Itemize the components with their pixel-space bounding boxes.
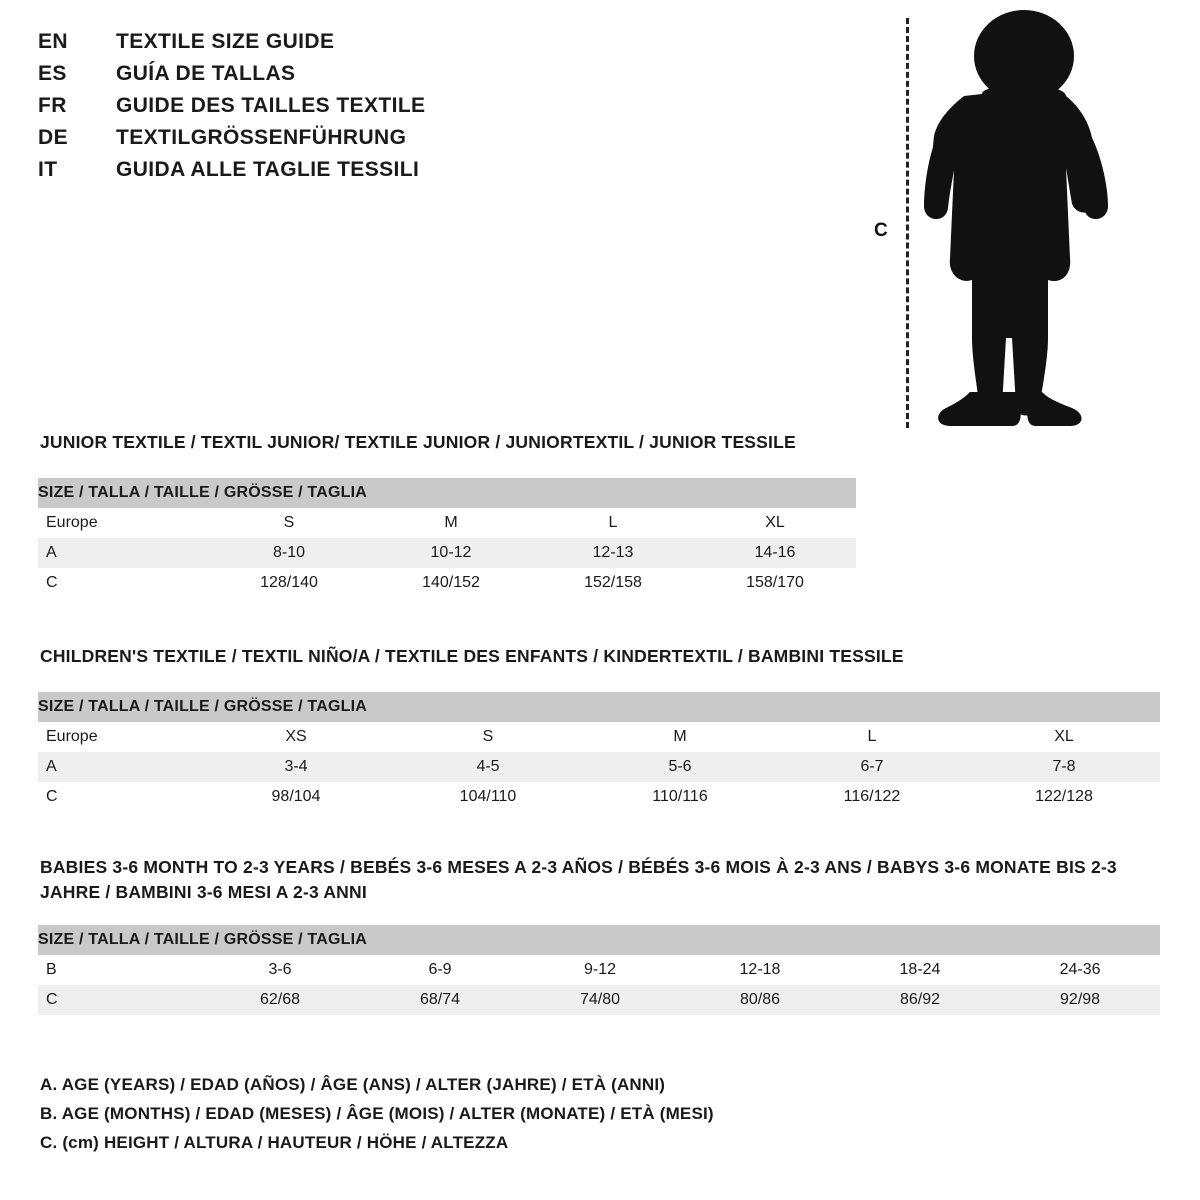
language-row-en: [38, 30, 758, 62]
table-row: [38, 568, 856, 598]
cell-value: 14-16: [694, 538, 856, 568]
cell-value: 9-12: [520, 955, 680, 985]
cell-value: 128/140: [208, 568, 370, 598]
table-header-children: SIZE / TALLA / TAILLE / GRÖSSE / TAGLIA: [38, 692, 1160, 722]
row-label: B: [38, 955, 200, 985]
table-children: [38, 692, 1160, 812]
height-marker-label: C: [874, 220, 888, 241]
cell-value: 122/128: [968, 782, 1160, 812]
cell-value: 4-5: [392, 752, 584, 782]
cell-value: XL: [694, 508, 856, 538]
language-title-de: TEXTILGRÖSSENFÜHRUNG: [116, 126, 407, 149]
section-title-babies: BABIES 3-6 MONTH TO 2-3 YEARS / BEBÉS 3-6 MESES A 2-3 AÑOS / BÉBÉS 3-6 MOIS À 2-3 ANS / BABYS 3-6 MONATE BIS 2-3 JAHRE / BAMBINI 3-6 MESI A 2-3 ANNI: [40, 857, 1117, 903]
language-title-fr: GUIDE DES TAILLES TEXTILE: [116, 94, 426, 117]
table-header-babies: SIZE / TALLA / TAILLE / GRÖSSE / TAGLIA: [38, 925, 1160, 955]
cell-value: 12-13: [532, 538, 694, 568]
cell-value: 3-6: [200, 955, 360, 985]
language-title-en: TEXTILE SIZE GUIDE: [116, 30, 335, 53]
row-label: Europe: [38, 508, 208, 538]
language-row-de: [38, 126, 758, 158]
cell-value: 24-36: [1000, 955, 1160, 985]
table-row: [38, 692, 1160, 722]
language-row-es: [38, 62, 758, 94]
cell-value: 6-9: [360, 955, 520, 985]
table-row: [38, 925, 1160, 955]
cell-value: 7-8: [968, 752, 1160, 782]
table-row: [38, 782, 1160, 812]
cell-value: 5-6: [584, 752, 776, 782]
cell-value: 110/116: [584, 782, 776, 812]
row-label: A: [38, 752, 200, 782]
cell-value: 86/92: [840, 985, 1000, 1015]
table-row: [38, 478, 856, 508]
cell-value: 12-18: [680, 955, 840, 985]
table-babies: [38, 925, 1160, 1015]
cell-value: M: [584, 722, 776, 752]
table-row: [38, 955, 1160, 985]
cell-value: 74/80: [520, 985, 680, 1015]
height-dashed-line: [906, 18, 909, 428]
language-title-es: GUÍA DE TALLAS: [116, 62, 296, 85]
row-label: C: [38, 985, 200, 1015]
table-header-junior: SIZE / TALLA / TAILLE / GRÖSSE / TAGLIA: [38, 478, 856, 508]
cell-value: 18-24: [840, 955, 1000, 985]
language-title-block: [38, 30, 758, 190]
cell-value: S: [392, 722, 584, 752]
cell-value: 140/152: [370, 568, 532, 598]
cell-value: 8-10: [208, 538, 370, 568]
child-silhouette-icon: [920, 8, 1130, 428]
cell-value: 80/86: [680, 985, 840, 1015]
section-title-junior: JUNIOR TEXTILE / TEXTIL JUNIOR/ TEXTILE JUNIOR / JUNIORTEXTIL / JUNIOR TESSILE: [40, 432, 796, 452]
language-title-it: GUIDA ALLE TAGLIE TESSILI: [116, 158, 420, 181]
table-row: [38, 985, 1160, 1015]
cell-value: 10-12: [370, 538, 532, 568]
language-code-de: DE: [38, 126, 68, 149]
language-code-fr: FR: [38, 94, 67, 117]
cell-value: 6-7: [776, 752, 968, 782]
row-label: A: [38, 538, 208, 568]
cell-value: 116/122: [776, 782, 968, 812]
cell-value: 152/158: [532, 568, 694, 598]
cell-value: 92/98: [1000, 985, 1160, 1015]
legend-block: [40, 1070, 714, 1158]
cell-value: 158/170: [694, 568, 856, 598]
cell-value: 68/74: [360, 985, 520, 1015]
language-row-it: [38, 158, 758, 190]
cell-value: 104/110: [392, 782, 584, 812]
table-row: [38, 538, 856, 568]
table-row: [38, 722, 1160, 752]
cell-value: 62/68: [200, 985, 360, 1015]
cell-value: XL: [968, 722, 1160, 752]
cell-value: L: [532, 508, 694, 538]
row-label: C: [38, 568, 208, 598]
legend-item-b: B. AGE (MONTHS) / EDAD (MESES) / ÂGE (MOIS) / ALTER (MONATE) / ETÀ (MESI): [40, 1104, 714, 1124]
cell-value: S: [208, 508, 370, 538]
row-label: C: [38, 782, 200, 812]
cell-value: XS: [200, 722, 392, 752]
height-diagram: [874, 8, 1140, 428]
legend-item-a: A. AGE (YEARS) / EDAD (AÑOS) / ÂGE (ANS) / ALTER (JAHRE) / ETÀ (ANNI): [40, 1075, 666, 1094]
language-code-en: EN: [38, 30, 68, 53]
cell-value: 98/104: [200, 782, 392, 812]
cell-value: M: [370, 508, 532, 538]
cell-value: L: [776, 722, 968, 752]
language-code-it: IT: [38, 158, 58, 181]
language-code-es: ES: [38, 62, 67, 85]
cell-value: 3-4: [200, 752, 392, 782]
table-junior: [38, 478, 856, 598]
table-row: [38, 752, 1160, 782]
row-label: Europe: [38, 722, 200, 752]
section-title-children: CHILDREN'S TEXTILE / TEXTIL NIÑO/A / TEXTILE DES ENFANTS / KINDERTEXTIL / BAMBINI TESSILE: [40, 646, 904, 666]
language-row-fr: [38, 94, 758, 126]
table-row: [38, 508, 856, 538]
legend-item-c: C. (cm) HEIGHT / ALTURA / HAUTEUR / HÖHE / ALTEZZA: [40, 1133, 509, 1153]
